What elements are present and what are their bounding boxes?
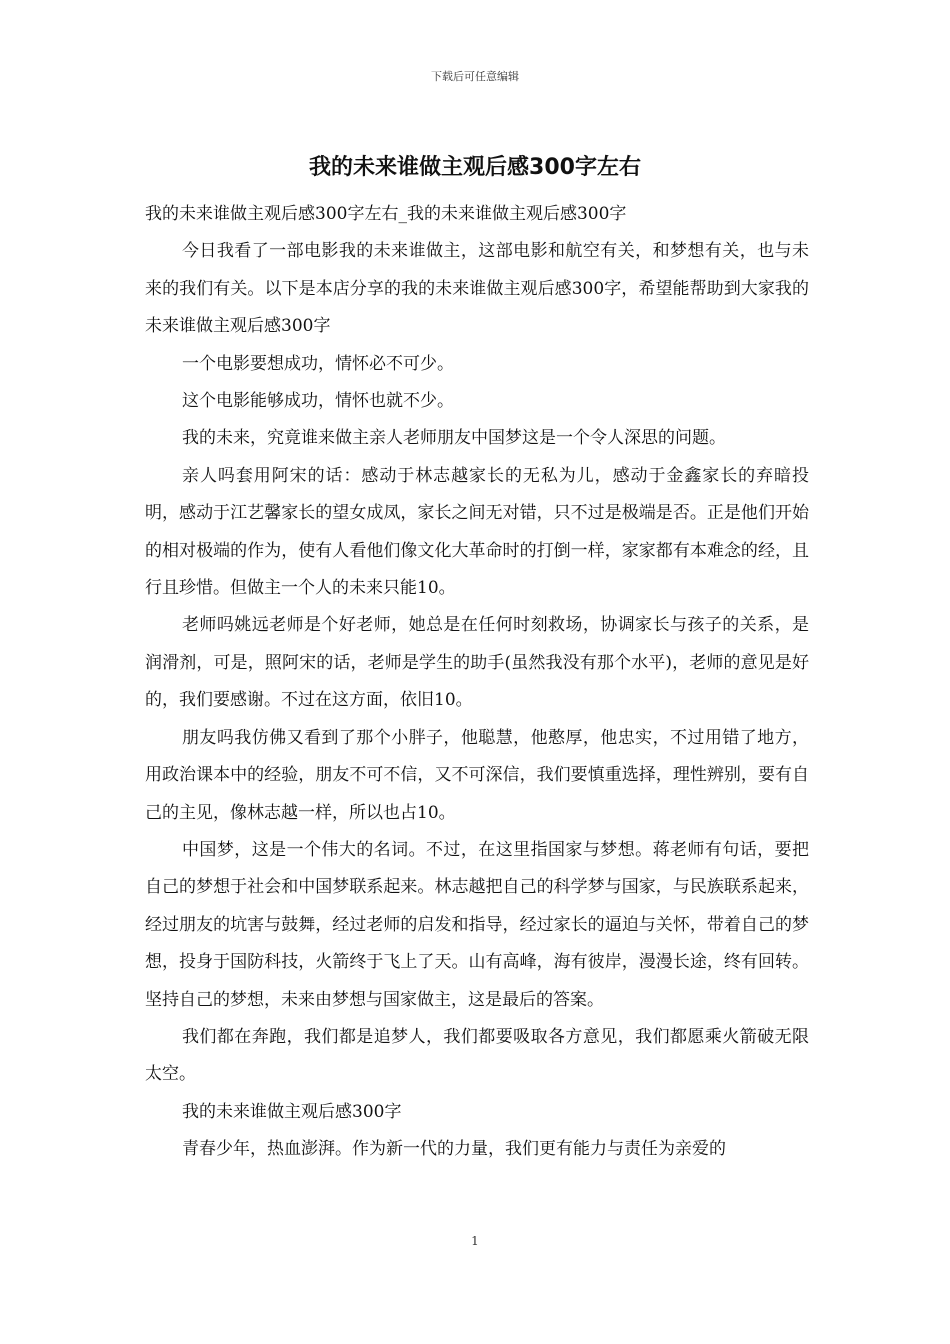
paragraph: 一个电影要想成功，情怀必不可少。 [182, 353, 454, 374]
paragraph: 我们都在奔跑，我们都是追梦人，我们都要吸取各方意见，我们都愿乘火箭破无限太空。 [145, 1026, 809, 1085]
header-note: 下载后可任意编辑 [431, 70, 519, 83]
section-heading: 我的未来谁做主观后感300字 [182, 1101, 402, 1122]
paragraph: 中国梦，这是一个伟大的名词。不过，在这里指国家与梦想。蒋老师有句话，要把自己的梦想于社会和中国梦联系起来。林志越把自己的科学梦与国家，与民族联系起来，经过朋友的坑害与鼓舞，经过老师的启发和指导，经过家长的逼迫与关怀，带着自己的梦想，投身于国防科技，火箭终于飞上了天。山有高峰，海有彼岸，漫漫长途，终有回转。坚持自己的梦想，未来由梦想与国家做主，这是最后的答案。 [145, 839, 809, 1010]
document-title: 我的未来谁做主观后感300字左右 [309, 155, 641, 180]
paragraph: 青春少年，热血澎湃。作为新一代的力量，我们更有能力与责任为亲爱的 [182, 1139, 726, 1160]
paragraph: 朋友吗我仿佛又看到了那个小胖子，他聪慧，他憨厚，他忠实，不过用错了地方，用政治课本中的经验，朋友不可不信，又不可深信，我们要慎重选择，理性辨别，要有自己的主见，像林志越一样，所以也占10。 [145, 727, 809, 823]
paragraph: 这个电影能够成功，情怀也就不少。 [182, 391, 454, 412]
paragraph: 今日我看了一部电影我的未来谁做主，这部电影和航空有关，和梦想有关，也与未来的我们有关。以下是本店分享的我的未来谁做主观后感300字，希望能帮助到大家我的未来谁做主观后感300字 [145, 241, 809, 337]
page-number: 1 [471, 1234, 479, 1248]
paragraph: 我的未来谁做主观后感300字左右_我的未来谁做主观后感300字 [145, 204, 627, 224]
paragraph: 我的未来，究竟谁来做主亲人老师朋友中国梦这是一个令人深思的问题。 [182, 428, 726, 449]
document-body [145, 196, 809, 1169]
paragraph: 亲人吗套用阿宋的话：感动于林志越家长的无私为儿，感动于金鑫家长的弃暗投明，感动于江艺馨家长的望女成凤，家长之间无对错，只不过是极端是否。正是他们开始的相对极端的作为，使有人看他们像文化大革命时的打倒一样，家家都有本难念的经，且行且珍惜。但做主一个人的未来只能10。 [145, 465, 809, 599]
paragraph: 老师吗姚远老师是个好老师，她总是在任何时刻救场，协调家长与孩子的关系，是润滑剂，可是，照阿宋的话，老师是学生的助手(虽然我没有那个水平)，老师的意见是好的，我们要感谢。不过在这方面，依旧10。 [145, 615, 809, 711]
